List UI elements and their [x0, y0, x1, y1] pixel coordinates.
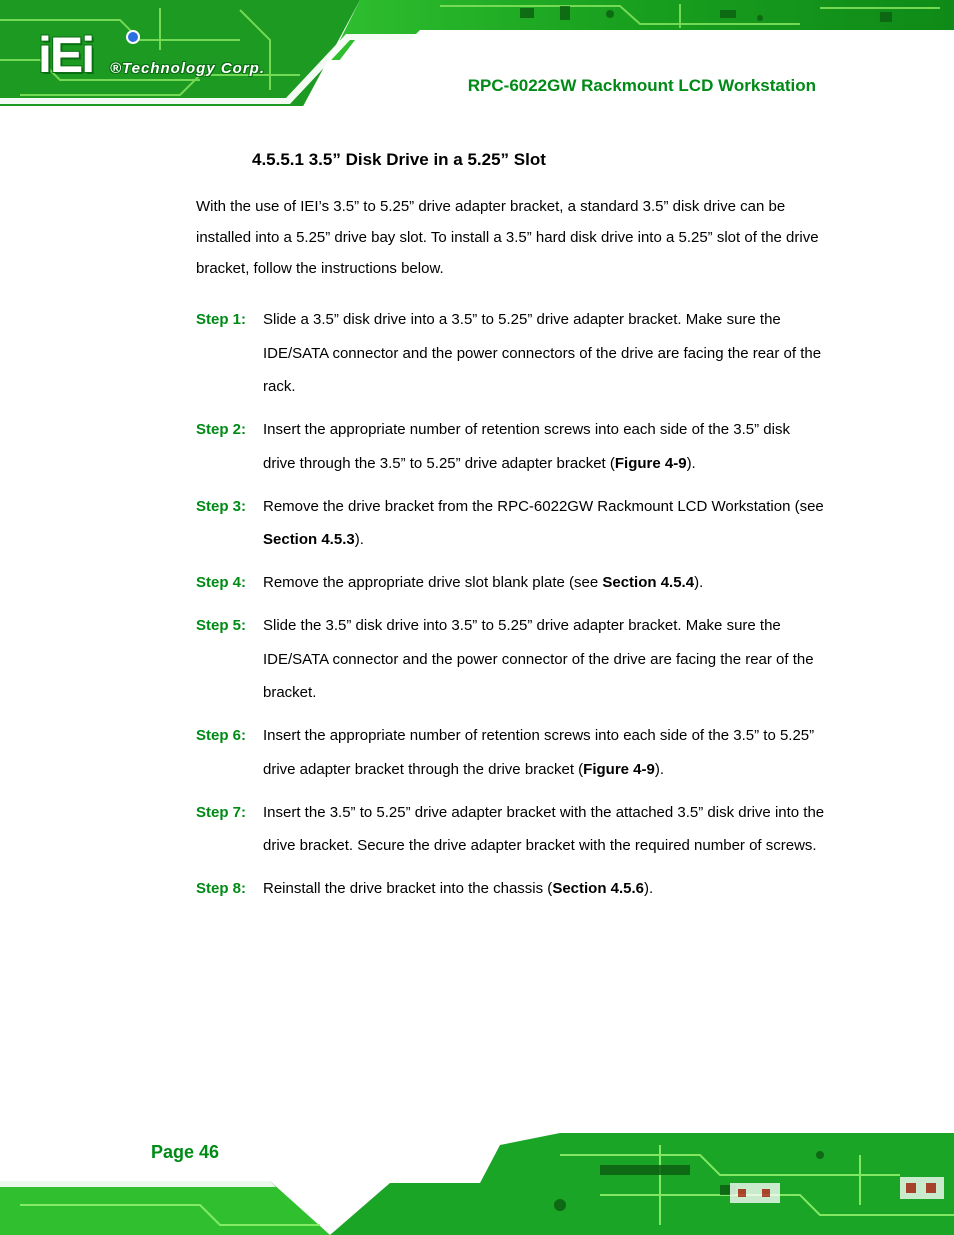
- circuit-board-footer-graphic: [0, 1125, 954, 1235]
- step-text: Remove the appropriate drive slot blank plate (see Section 4.5.4).: [263, 574, 704, 591]
- document-title: RPC-6022GW Rackmount LCD Workstation: [467, 76, 816, 95]
- step-text: Slide the 3.5” disk drive into 3.5” to 5.25” drive adapter bracket. Make sure the IDE/SATA connector and the power connector of the drive are facing the rear of the bracket.: [263, 617, 814, 701]
- step-label: Step 3:: [196, 497, 247, 515]
- step-item: [196, 719, 826, 786]
- step-list: [196, 303, 826, 915]
- logo-mark: iEi: [38, 27, 94, 83]
- step-reference: Section 4.5.4: [602, 574, 695, 591]
- step-item: [196, 796, 826, 863]
- step-text: Reinstall the drive bracket into the chassis (Section 4.5.6).: [263, 880, 654, 897]
- step-text: Insert the 3.5” to 5.25” drive adapter bracket with the attached 3.5” disk drive into the drive bracket. Secure the drive adapter bracket with the required number of screws.: [263, 803, 825, 854]
- step-item: [196, 490, 826, 557]
- step-text: Remove the drive bracket from the RPC-6022GW Rackmount LCD Workstation (see Section 4.5.3).: [263, 497, 824, 548]
- section-title: 4.5.5.1 3.5” Disk Drive in a 5.25” Slot: [252, 150, 546, 169]
- step-reference: Figure 4-9: [614, 454, 687, 472]
- iei-logo: [38, 27, 298, 86]
- step-label: Step 1:: [196, 311, 247, 328]
- step-reference: Section 4.5.3: [263, 531, 355, 548]
- intro-paragraph: With the use of IEI’s 3.5” to 5.25” drive adapter bracket, a standard 3.5” disk drive can be installed into a 5.25” drive bay slot. To install a 3.5” hard disk drive into a 5.25” slot of the drive bracket, follow the instructions below.: [196, 198, 819, 277]
- step-text: Insert the appropriate number of retention screws into each side of the 3.5” to 5.25” drive adapter bracket through the drive bracket (Figure 4-9).: [263, 727, 815, 778]
- logo-tagline: ®Technology Corp.: [110, 60, 265, 77]
- step-reference: Figure 4-9: [583, 760, 655, 778]
- step-item: [196, 609, 826, 710]
- step-label: Step 8:: [196, 880, 247, 897]
- step-label: Step 5:: [196, 617, 247, 634]
- step-reference: Section 4.5.6: [552, 880, 645, 897]
- step-item: [196, 872, 826, 906]
- footer-banner: [0, 1125, 954, 1235]
- step-label: Step 2:: [196, 421, 247, 438]
- step-label: Step 7:: [196, 803, 247, 821]
- page-number: Page 46: [151, 1142, 220, 1162]
- logo-dot-icon: [126, 30, 140, 44]
- step-item: [196, 413, 826, 480]
- step-item: [196, 303, 826, 404]
- step-text: Insert the appropriate number of retention screws into each side of the 3.5” disk drive through the 3.5” to 5.25” drive adapter bracket (Figure 4-9).: [263, 421, 790, 472]
- step-label: Step 6:: [196, 727, 247, 744]
- step-text: Slide a 3.5” disk drive into a 3.5” to 5.25” drive adapter bracket. Make sure the IDE/SATA connector and the power connectors of the drive are facing the rear of the rack.: [263, 311, 822, 395]
- step-item: [196, 566, 826, 600]
- step-label: Step 4:: [196, 574, 247, 591]
